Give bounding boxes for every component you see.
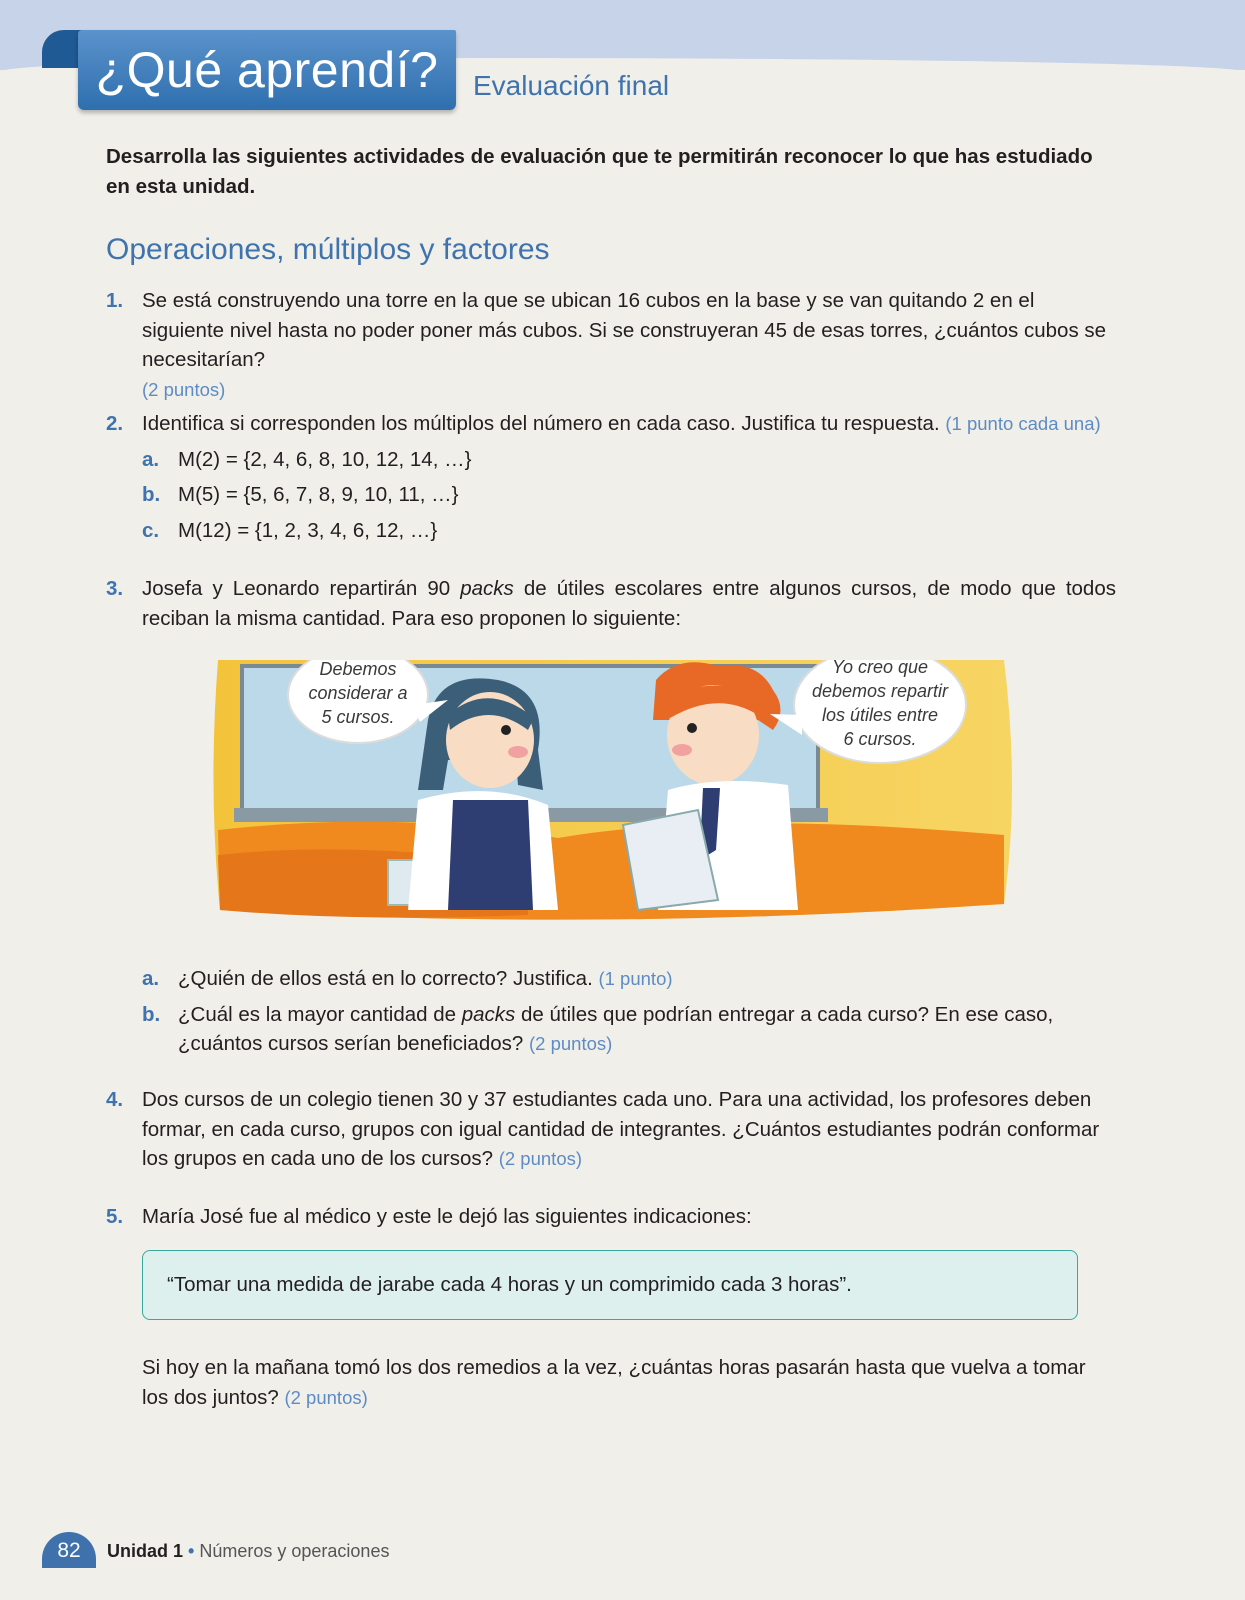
item-letter: a. [142, 447, 160, 471]
item-points: (2 puntos) [528, 1033, 613, 1054]
girl-vest [448, 800, 533, 910]
question-number: 1. [106, 289, 124, 312]
bubble-right-line-2: debemos repartir [811, 681, 949, 701]
item-letter: a. [142, 967, 160, 990]
item-text-start: ¿Cuál es la mayor cantidad de [178, 1002, 462, 1026]
item-letter: b. [142, 483, 161, 506]
bubble-right-line-3: los útiles entre [821, 705, 939, 725]
question-points: (1 punto cada una) [945, 413, 1101, 434]
question-number: 5. [106, 1205, 124, 1228]
bubble-right-line-1: Yo creo que [831, 660, 929, 677]
question-5-followup [142, 1353, 1116, 1412]
question-text: Identifica si corresponden los múltiplos del número en cada caso. Justifica tu respuesta. [142, 412, 940, 435]
list-item [142, 480, 1116, 510]
footer-unit: Unidad 1 [107, 1541, 184, 1561]
question-number: 4. [106, 1088, 124, 1111]
medical-instructions: “Tomar una medida de jarabe cada 4 horas y un comprimido cada 3 horas”. [167, 1273, 852, 1296]
question-text: María José fue al médico y este le dejó las siguientes indicaciones: [142, 1205, 752, 1228]
girl-cheek [508, 746, 528, 758]
page-number: 82 [42, 1532, 96, 1568]
question-number: 3. [106, 577, 124, 600]
bubble-left-line-1: Debemos [319, 660, 397, 679]
footer-separator: • [188, 1541, 195, 1561]
footer [107, 1541, 389, 1562]
question-text-italic: packs [460, 577, 514, 600]
list-item [142, 445, 1116, 475]
question-text-start: Josefa y Leonardo repartirán 90 [142, 577, 461, 600]
intro-text: Desarrolla las siguientes actividades de evaluación que te permitirán reconocer lo que has estudiado en esta unidad. [106, 145, 1093, 198]
item-text: ¿Quién de ellos está en lo correcto? Justifica. [178, 967, 593, 990]
question-4 [106, 1085, 1116, 1174]
item-text-end: de útiles que podrían entregar a cada curso? En ese caso, ¿cuántos cursos serían beneficiados? [178, 1002, 1054, 1055]
followup-text: Si hoy en la mañana tomó los dos remedios a la vez, ¿cuántas horas pasarán hasta que vuelva a tomar los dos juntos? [142, 1356, 1086, 1409]
item-letter: b. [142, 1002, 161, 1026]
page-subtitle: Evaluación final [473, 70, 670, 101]
question-3-items [106, 964, 1116, 1059]
list-item [142, 1000, 1116, 1059]
title-tab [78, 30, 456, 110]
girl-eye [501, 725, 511, 735]
medical-instructions-box [142, 1250, 1078, 1320]
item-text: M(5) = {5, 6, 7, 8, 9, 10, 11, …} [178, 483, 459, 506]
bubble-right-line-4: 6 cursos. [843, 729, 917, 749]
item-text: M(2) = {2, 4, 6, 8, 10, 12, 14, …} [178, 447, 472, 471]
boy-cheek [672, 744, 692, 756]
list-item [142, 964, 1116, 994]
classroom-illustration [198, 660, 1026, 932]
question-1 [106, 286, 1116, 404]
item-points: (1 punto) [598, 968, 673, 989]
question-text: Dos cursos de un colegio tienen 30 y 37 estudiantes cada uno. Para una actividad, los profesores deben formar, en cada curso, grupos con igual cantidad de integrantes. ¿Cuántos estudiantes podrán conformar los grupos en cada uno de los cursos? [142, 1088, 1100, 1170]
question-number: 2. [106, 412, 124, 435]
footer-topic: Números y operaciones [199, 1541, 390, 1561]
section-title: Operaciones, múltiplos y factores [106, 233, 550, 266]
question-points: (2 puntos) [142, 378, 226, 400]
item-letter: c. [142, 518, 160, 542]
question-5 [106, 1202, 1116, 1232]
question-points: (2 puntos) [498, 1148, 583, 1169]
boy-eye [687, 723, 697, 733]
list-item [142, 516, 1116, 546]
question-2 [106, 409, 1116, 545]
question-text-end: de útiles escolares entre algunos cursos, de modo que todos reciban la misma cantidad. Para eso proponen lo siguiente: [142, 577, 1116, 630]
question-text: Se está construyendo una torre en la que se ubican 16 cubos en la base y se van quitando 2 en el siguiente nivel hasta no poder poner más cubos. Si se construyeran 45 de esas torres, ¿cuántos cubos se necesitarían? [142, 289, 1107, 371]
bubble-left-line-2: considerar a [308, 683, 408, 703]
question-3 [106, 574, 1116, 633]
bubble-left-line-3: 5 cursos. [321, 707, 395, 727]
page-title: ¿Qué aprendí? [95, 42, 439, 98]
item-text-italic: packs [461, 1002, 516, 1026]
followup-points: (2 puntos) [284, 1386, 368, 1408]
item-text: M(12) = {1, 2, 3, 4, 6, 12, …} [178, 518, 438, 542]
